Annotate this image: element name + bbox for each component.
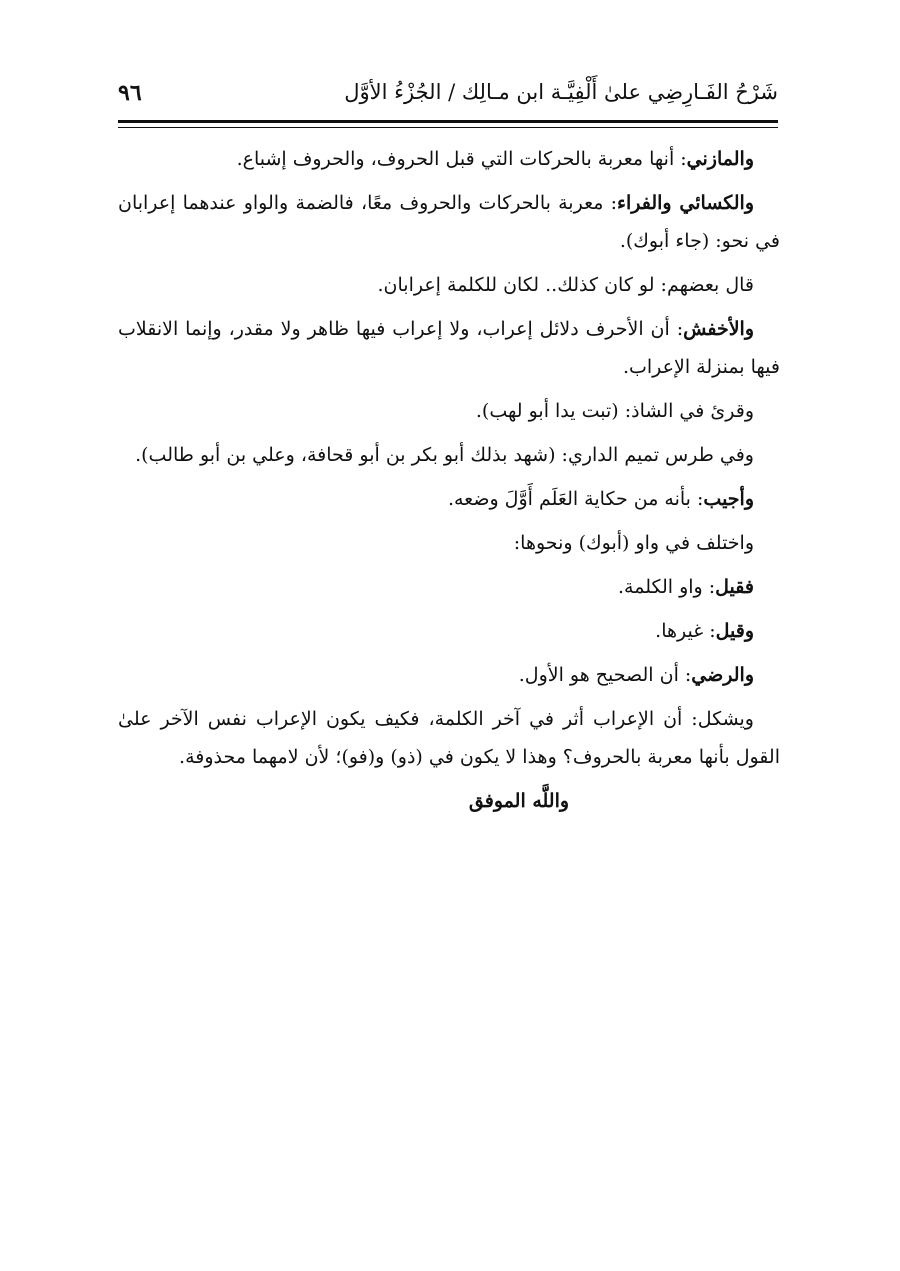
paragraph-lead: والكسائي والفراء <box>617 192 754 214</box>
paragraph-text: : معربة بالحركات والحروف معًا، فالضمة والواو عندهما إعرابان في نحو: (جاء أبوك). <box>118 192 780 252</box>
book-title: شَرْحُ الفَـارِضِي علىٰ أَلْفِيَّـة ابن مـالِك / الجُزْءُ الأوَّل <box>344 80 778 104</box>
paragraph-lead: والمازني <box>686 148 754 170</box>
paragraph-text: وقرئ في الشاذ: (تبت يدا أبو لهب). <box>475 400 754 422</box>
closing-line: واللَّه الموفق <box>468 790 570 812</box>
paragraph <box>118 612 780 650</box>
paragraph-text: : غيرها. <box>655 620 716 642</box>
paragraph <box>118 568 780 606</box>
paragraph-text: ويشكل: أن الإعراب أثر في آخر الكلمة، فكيف يكون الإعراب نفس الآخر علىٰ القول بأنها معربة بالحروف؟ وهذا لا يكون في (ذو) و(فو)؛ لأن لامهما محذوفة. <box>118 708 780 768</box>
header-rule-thick <box>118 120 778 123</box>
paragraph <box>118 436 780 474</box>
paragraph <box>118 184 780 260</box>
paragraph-text: : أن الصحيح هو الأول. <box>518 664 692 686</box>
paragraph-text: : أن الأحرف دلائل إعراب، ولا إعراب فيها ظاهر ولا مقدر، وإنما الانقلاب فيها بمنزلة الإعراب. <box>118 318 780 378</box>
running-header <box>118 78 778 118</box>
page-number: ٩٦ <box>118 80 142 106</box>
paragraph <box>118 310 780 386</box>
paragraph <box>118 524 780 562</box>
paragraph-lead: والأخفش <box>683 318 754 340</box>
paragraph-lead: فقيل <box>715 576 754 598</box>
paragraph-lead: والرضي <box>691 664 754 686</box>
paragraph-text: : بأنه من حكاية العَلَم أَوَّلَ وضعه. <box>447 488 704 510</box>
paragraph-text: واختلف في واو (أبوك) ونحوها: <box>513 532 754 554</box>
paragraph-text: : أنها معربة بالحركات التي قبل الحروف، والحروف إشباع. <box>236 148 687 170</box>
paragraph <box>118 392 780 430</box>
paragraph-text: وفي طرس تميم الداري: (شهد بذلك أبو بكر بن أبو قحافة، وعلي بن أبو طالب). <box>135 444 754 466</box>
header-rule-thin <box>118 127 778 128</box>
paragraph <box>118 700 780 776</box>
paragraph-lead: وقيل <box>715 620 754 642</box>
paragraph-text: : واو الكلمة. <box>618 576 716 598</box>
paragraph-lead: وأجيب <box>703 488 754 510</box>
paragraph-text: قال بعضهم: لو كان كذلك.. لكان للكلمة إعرابان. <box>377 274 754 296</box>
paragraph <box>118 480 780 518</box>
paragraph <box>118 140 780 178</box>
paragraph <box>118 656 780 694</box>
paragraph <box>118 266 780 304</box>
body-text <box>118 140 780 826</box>
